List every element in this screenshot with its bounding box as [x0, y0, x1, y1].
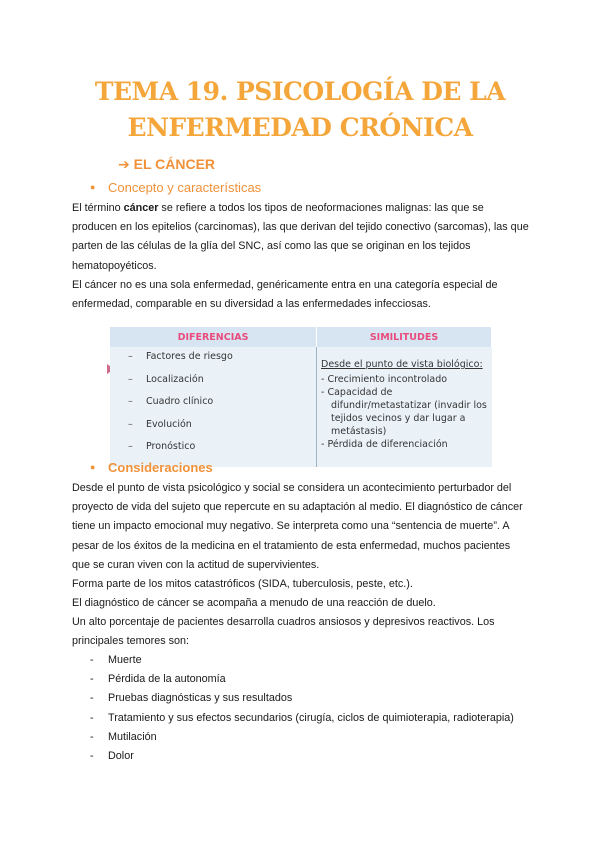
difference-item: – Evolución [128, 418, 192, 430]
list-item: - Tratamiento y sus efectos secundarios (cirugía, ciclos de quimioterapia, radioterapia) [90, 711, 514, 724]
intro-paragraph-1 [72, 199, 530, 276]
page-title [0, 74, 600, 146]
intro-paragraph-2: El cáncer no es una sola enfermedad, genéricamente entra en una categoría especial de enfermedad, comparable en su diversidad a las enfermedades infecciosas. [72, 279, 498, 311]
title-line-1: TEMA 19. PSICOLOGÍA DE LA [94, 77, 506, 106]
similarity-item: - Pérdida de diferenciación [321, 439, 448, 450]
intro-text-bold: cáncer [123, 202, 159, 214]
subheading-consideraciones-text: Consideraciones [108, 460, 213, 475]
intro-text-pre: El término [72, 202, 124, 214]
list-item: - Dolor [90, 750, 134, 763]
difference-item: – Factores de riesgo [128, 351, 233, 362]
similarities-cell [317, 347, 492, 467]
subheading-concepto [90, 180, 261, 195]
considerations-paragraph-3: El diagnóstico de cáncer se acompaña a menudo de una reacción de duelo. [72, 597, 436, 609]
intro-text-post: se refiere a todos los tipos de neoformaciones malignas: las que se producen en los epitelios (carcinomas), las que derivan del tejido conectivo (sarcomas), las que parten de las células de la glía del SNC, así como las que se originan en los tejidos hematopoyéticos. [72, 202, 529, 272]
subheading-consideraciones [90, 460, 213, 475]
considerations-paragraph-1: Desde el punto de vista psicológico y social se considera un acontecimiento perturbador del proyecto de vida del sujeto que repercute en su adaptación al medio. El diagnóstico de cáncer tiene un impacto emocional muy negativo. Se interpreta como una “sentencia de muerte”. A pesar de los éxitos de la medicina en el tratamiento de esta enfermedad, muchos pacientes que se curan viven con la actitud de supervivientes. [72, 482, 523, 571]
list-item: - Mutilación [90, 730, 157, 743]
list-item: - Pérdida de la autonomía [90, 673, 226, 686]
similarity-item: - Crecimiento incontrolado [321, 374, 448, 385]
difference-item: – Cuadro clínico [128, 396, 214, 407]
similarities-heading: Desde el punto de vista biológico: [321, 359, 483, 370]
comparison-table [110, 327, 492, 467]
bullet-icon: ● [90, 462, 96, 472]
table-header-similarities: SIMILITUDES [317, 327, 492, 347]
list-item: - Pruebas diagnósticas y sus resultados [90, 692, 293, 705]
considerations-paragraph-2: Forma parte de los mitos catastróficos (SIDA, tuberculosis, peste, etc.). [72, 578, 413, 590]
subheading-concepto-text: Concepto y características [108, 180, 262, 195]
section-heading: ➔ EL CÁNCER [118, 156, 216, 172]
similarity-item: - Capacidad de difundir/metastatizar (invadir los tejidos vecinos y dar lugar a metástasis) [321, 387, 487, 437]
considerations-paragraph-4: Un alto porcentaje de pacientes desarrolla cuadros ansiosos y depresivos reactivos. Los principales temores son: [72, 616, 495, 648]
difference-item: – Pronóstico [128, 441, 196, 452]
list-item: - Muerte [90, 654, 142, 666]
fears-list [90, 651, 514, 766]
table-header-differences: DIFERENCIAS [110, 327, 317, 347]
title-line-2: ENFERMEDAD CRÓNICA [127, 113, 473, 142]
difference-item: – Localización [128, 373, 204, 385]
differences-cell [110, 347, 317, 467]
bullet-icon: ● [90, 182, 96, 192]
